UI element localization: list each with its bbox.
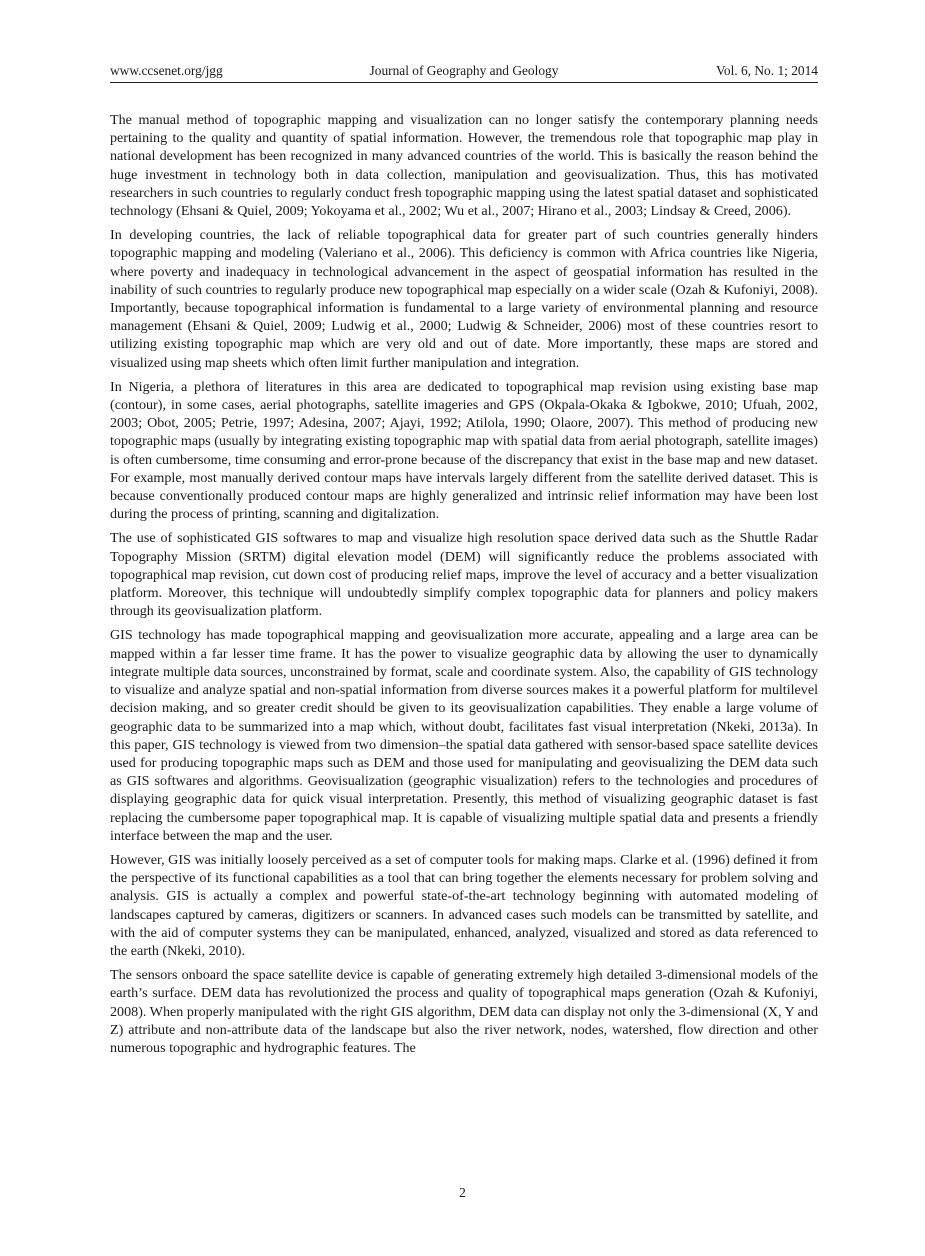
volume-info: Vol. 6, No. 1; 2014 bbox=[715, 63, 818, 78]
paragraph: The manual method of topographic mapping and visualization can no longer satisfy the contemporary planning needs pertaining to the quality and quantity of spatial information. However, the tremendous role that topographic map play in national development has been recognized in many advanced countries of the world. This is basically the reason behind the huge investment in technology both in data collection, manipulation and geovisualization. Thus, this has motivated researchers in such countries to regularly conduct fresh topographic mapping using the latest spatial dataset and sophisticated technology (Ehsani & Quiel, 2009; Yokoyama et al., 2002; Wu et al., 2007; Hirano et al., 2003; Lindsay & Creed, 2006). bbox=[110, 112, 818, 220]
paragraph: The sensors onboard the space satellite device is capable of generating extremely high detailed 3-dimensional models of the earth’s surface. DEM data has revolutionized the process and quality of topographical maps generation (Ozah & Kufoniyi, 2008). When properly manipulated with the right GIS algorithm, DEM data can display not only the 3-dimensional (X, Y and Z) attribute and non-attribute data of the landscape but also the river network, nodes, watershed, flow direction and other numerous topographic and hydrographic features. The bbox=[110, 967, 818, 1056]
page-number: 2 bbox=[459, 1185, 466, 1200]
paragraph: However, GIS was initially loosely perceived as a set of computer tools for making maps. Clarke et al. (1996) defined it from the perspective of its functional capabilities as a tool that can bring together the elements necessary for problem solving and analysis. GIS is actually a complex and powerful state-of-the-art technology beginning with automated modeling of landscapes captured by cameras, digitizers or scanners. In advanced cases such models can be transmitted by satellite, and with the aid of computer systems they can be manipulated, enhanced, analyzed, visualized and stored as data referenced to the earth (Nkeki, 2010). bbox=[110, 851, 818, 959]
paragraph: GIS technology has made topographical mapping and geovisualization more accurate, appealing and a large area can be mapped within a far lesser time frame. It has the power to visualize geographic data by allowing the user to dynamically integrate multiple data sources, unconstrained by format, scale and coordinate system. Also, the capability of GIS technology to visualize and analyze spatial and non-spatial information from diverse sources makes it a powerful platform for multilevel decision making, and so greater credit should be given to its geovisualization capabilities. They enable a large volume of geographic data to be summarized into a map which, without doubt, facilitates fast visual interpretation (Nkeki, 2013a). In this paper, GIS technology is viewed from two dimension–the spatial data gathered with sensor-based space satellite devices used for producing topographic maps such as DEM and those used for manipulating and geovisualizing the DEM data such as GIS softwares and algorithms. Geovisualization (geographic visualization) refers to the technologies and procedures of displaying geographic data for quick visual interpretation. Presently, this method of visualizing geographic dataset is fast replacing the cumbersome paper topographical map. It is capable of visualizing multiple spatial data and presents a friendly interface between the map and the user. bbox=[110, 627, 818, 844]
body-text bbox=[110, 111, 818, 1063]
journal-url[interactable]: www.ccsenet.org/jgg bbox=[110, 63, 223, 78]
running-header bbox=[110, 62, 818, 83]
paragraph: The use of sophisticated GIS softwares to map and visualize high resolution space derived data such as the Shuttle Radar Topography Mission (SRTM) digital elevation model (DEM) will significantly reduce the problems associated with topographical map revision, cut down cost of producing relief maps, improve the level of accuracy and a better visualization platform. Moreover, this technique will undoubtedly simplify complex topographic data for planners and policy makers through its geovisualization platform. bbox=[110, 530, 818, 620]
journal-title: Journal of Geography and Geology bbox=[369, 63, 559, 78]
paragraph: In developing countries, the lack of reliable topographical data for greater part of such countries generally hinders topographic mapping and modeling (Valeriano et al., 2006). This deficiency is common with Africa countries like Nigeria, where poverty and inadequacy in technological advancement in the aspect of geospatial information has resulted in the inability of such countries to regularly produce new topographical map especially on a wider scale (Ozah & Kufoniyi, 2008). Importantly, because topographical information is fundamental to a large variety of environmental planning and resource management (Ehsani & Quiel, 2009; Ludwig et al., 2000; Ludwig & Schneider, 2006) most of these countries resort to utilizing existing topographic map which are very old and out of date. More importantly, these maps are stored and visualized using map sheets which often limit further manipulation and integration. bbox=[110, 227, 818, 371]
paragraph: In Nigeria, a plethora of literatures in this area are dedicated to topographical map revision using existing base map (contour), in some cases, aerial photographs, satellite imageries and GPS (Okpala-Okaka & Igbokwe, 2010; Ufuah, 2002, 2003; Obot, 2005; Petrie, 1997; Adesina, 2007; Ajayi, 1992; Atilola, 1990; Olaore, 2007). This method of producing new topographic maps (usually by integrating existing topographic map with spatial data from aerial photograph, satellite images) is often cumbersome, time consuming and error-prone because of the discrepancy that exist in the base map and new dataset. For example, most manually derived contour maps have intervals largely different from the satellite derived dataset. This is because conventionally produced contour maps are highly generalized and intrinsic relief information may have been lost during the process of printing, scanning and digitalization. bbox=[110, 378, 818, 523]
